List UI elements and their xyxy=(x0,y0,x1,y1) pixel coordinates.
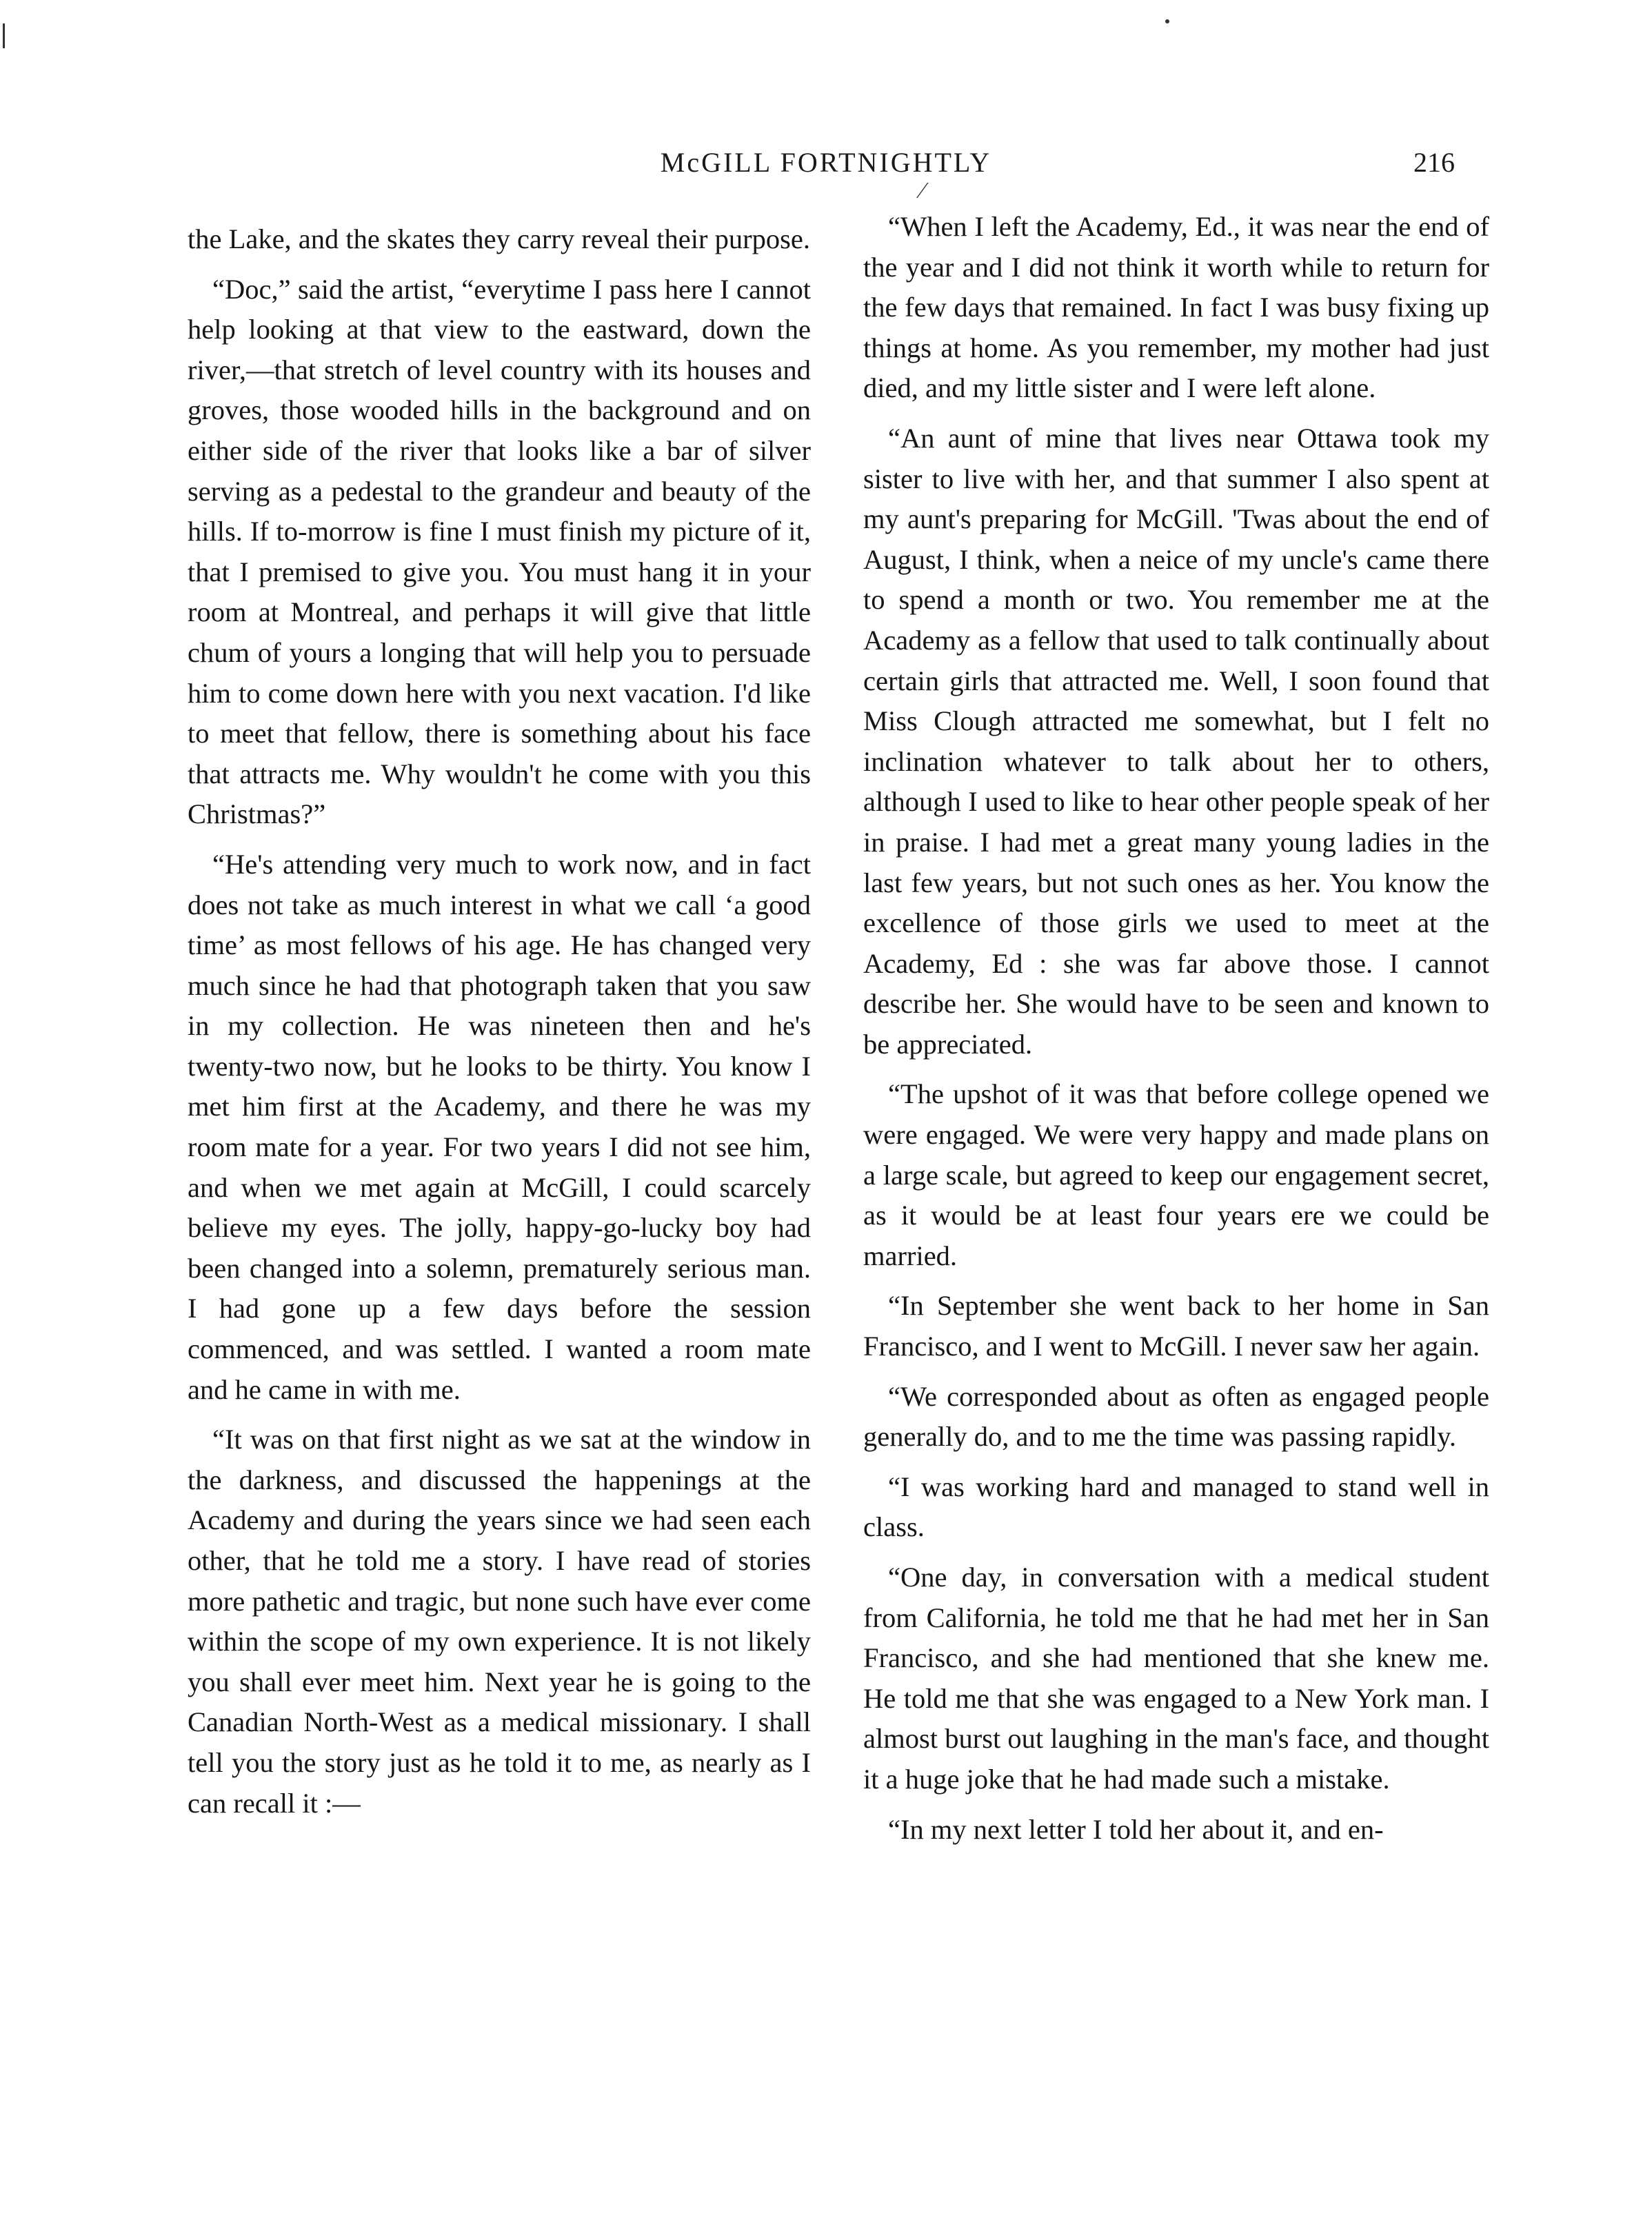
paragraph: the Lake, and the skates they carry reveal their purpose. xyxy=(188,223,810,254)
left-column xyxy=(188,219,811,1833)
margin-mark xyxy=(3,23,5,48)
paragraph: “In my next letter I told her about it, and en- xyxy=(888,1813,1384,1845)
paragraph: “It was on that first night as we sat at the window in the darkness, and discussed the happenings at the Academy and during the years since we had seen each other, that he told me a story. I have read of stories more pathetic and tragic, but none such have ever come within the scope of my own experience. It is not likely you shall ever meet him. Next year he is going to the Canadian North-West as a medical missionary. I shall tell you the story just as he told it to me, as nearly as I can recall it :— xyxy=(188,1424,811,1819)
paragraph: “An aunt of mine that lives near Ottawa took my sister to live with her, and that summer I also spent at my aunt's preparing for McGill. 'Twas about the end of August, I think, when a neice of my uncle's came there to spend a month or two. You remember me at the Academy as a fellow that used to talk continually about certain girls that attracted me. Well, I soon found that Miss Clough attracted me somewhat, but I felt no inclination whatever to talk about her to others, although I used to like to hear other people speak of her in praise. I had met a great many young ladies in the last few years, but not such ones as her. You know the excellence of those girls we used to meet at the Academy, Ed : she was far above those. I cannot describe her. She would have to be seen and known to be appreciated. xyxy=(863,422,1489,1060)
page-number: 216 xyxy=(1413,147,1455,178)
paragraph: “In September she went back to her home in San Francisco, and I went to McGill. I never saw her again. xyxy=(863,1290,1489,1362)
pencil-mark: ⁄ xyxy=(920,178,925,203)
right-column xyxy=(863,207,1489,1859)
paragraph: “I was working hard and managed to stand well in class. xyxy=(863,1471,1489,1543)
paragraph: “When I left the Academy, Ed., it was near the end of the year and I did not think it worth while to return for the few days that remained. In fact I was busy fixing up things at home. As you remember, my mother had just died, and my little sister and I were left alone. xyxy=(863,211,1489,404)
paragraph: “The upshot of it was that before college opened we were engaged. We were very happy and made plans on a large scale, but agreed to keep our engagement secret, as it would be at least four years ere we could be married. xyxy=(863,1078,1489,1271)
paragraph: “One day, in conversation with a medical student from California, he told me that he had met her in San Francisco, and she had mentioned that she knew me. He told me that she was engaged to a New York man. I almost burst out laughing in the man's face, and thought it a huge joke that he had made such a mistake. xyxy=(863,1562,1489,1795)
speck-mark xyxy=(1165,19,1169,23)
running-header-title: McGILL FORTNIGHTLY xyxy=(660,147,992,178)
paragraph: “Doc,” said the artist, “everytime I pass here I cannot help looking at that view to the eastward, down the river,—that stretch of level country with its houses and groves, those wooded hills in the background and on either side of the river that looks like a bar of silver serving as a pedestal to the grandeur and beauty of the hills. If to-morrow is fine I must finish my picture of it, that I premised to give you. You must hang it in your room at Montreal, and perhaps it will give that little chum of yours a longing that will help you to persuade him to come down here with you next vacation. I'd like to meet that fellow, there is something about his face that attracts me. Why wouldn't he come with you this Christmas?” xyxy=(188,273,811,830)
paragraph: “He's attending very much to work now, and in fact does not take as much interest in what we call ‘a good time’ as most fellows of his age. He has changed very much since he had that photograph taken that you saw in my collection. He was nineteen then and he's twenty-two now, but he looks to be thirty. You know I met him first at the Academy, and there he was my room mate for a year. For two years I did not see him, and when we met again at McGill, I could scarcely believe my eyes. The jolly, happy-go-lucky boy had been changed into a solemn, prematurely serious man. I had gone up a few days before the session commenced, and was settled. I wanted a room mate and he came in with me. xyxy=(188,848,811,1405)
paragraph: “We corresponded about as often as engaged people generally do, and to me the time was passing rapidly. xyxy=(863,1380,1489,1453)
